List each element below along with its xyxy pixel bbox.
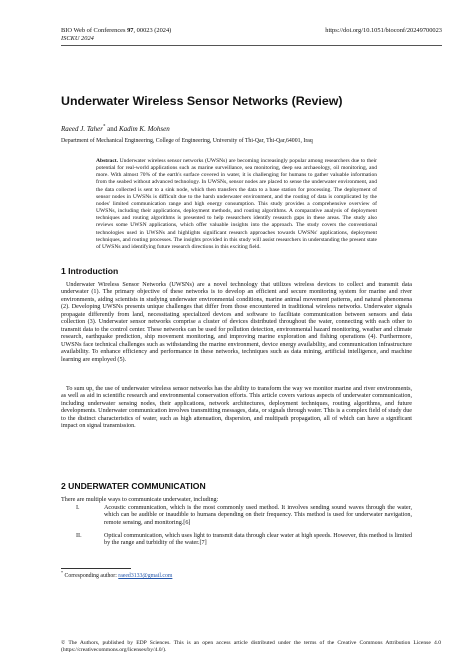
list-item-text: Acoustic communication, which is the most commonly used method. It involves sending sound waves through the water, which can be audible or inaudible to humans depending on their frequency. This method is used for underwater navigation, remote sensing, and monitoring.[6]: [104, 505, 412, 526]
conference-name: ISCKU 2024: [61, 35, 94, 42]
list-item-text: Optical communication, which uses light to transmit data through clear water at high speeds. However, this method is limited by the range and turbidity of the water.[7]: [104, 533, 412, 547]
corresponding-email-link[interactable]: raeed3133@gmail.com: [118, 573, 173, 579]
section-2-intro: There are multiple ways to communicate underwater, including:: [61, 497, 219, 503]
section-1-heading: 1 Introduction: [61, 266, 119, 276]
abstract: [96, 158, 377, 251]
author-connector: and: [105, 125, 119, 133]
footnote: [61, 570, 173, 579]
author-line: [61, 125, 170, 133]
section-2-heading: 2 UNDERWATER COMMUNICATION: [61, 481, 206, 491]
footnote-divider: [61, 568, 131, 569]
journal-suffix: , 00023 (2024): [133, 27, 172, 34]
doi-link[interactable]: https://doi.org/10.1051/bioconf/20249700023: [325, 27, 442, 34]
footnote-mark: *: [61, 570, 64, 576]
affiliation: Department of Mechanical Engineering, College of Engineering, University of Thi-Qar, Thi-Qar,64001, Iraq: [61, 138, 313, 144]
journal-volume: 97: [127, 27, 134, 34]
abstract-text: Underwater wireless sensor networks (UWSNs) are becoming increasingly popular among researchers due to their potential for real-world applications such as marine surveillance, sea monitoring, deep sea archaeology, oil monitoring, and more. With almost 70% of the earth's surface covered in water, it is challenging for humans to gather valuable information from the seabed without advanced technology. In UWSNs, sensor nodes are placed to sense the underwater environment, and the data collected is sent to a sink node, which then transfers the data to a base station for processing. The deployment of sensor nodes in UWSNs is difficult due to the harsh underwater environment, and the routing of data is complicated by the nodes' limited communication range and high energy consumption. This study provides a comprehensive overview of UWSNs, including their applications, deployment methods, and routing algorithms. A comparative analysis of deployment techniques and routing algorithms is presented to help researchers identify research gaps in these areas. The study also reviews some UWSN applications, which offer valuable insights into the approach. The study covers the conventional technologies used in UWSNs and highlights significant research approaches towards UWSNs' applications, deployment techniques, and routing processes. The insights provided in this study will assist researchers in understanding the present state of UWSNs and identifying future research directions in this exciting field.: [96, 158, 377, 250]
abstract-label: Abstract.: [96, 158, 119, 164]
journal-prefix: BIO Web of Conferences: [61, 27, 128, 34]
section-1-paragraph-1: Underwater Wireless Sensor Networks (UWSNs) are a novel technology that utilizes wireless devices to collect and transmit data underwater (1). The primary objective of these networks is to develop an efficient and secure monitoring system for marine and river environments, aiding scientists in studying underwater environmental conditions, marine animal movement patterns, and natural phenomena (2). Developing UWSNs presents unique challenges that differ from those encountered in traditional wireless networks. Underwater signals propagate differently from land, necessitating specialized devices and software to facilitate communication between sensors and data collection (3). Underwater sensor networks comprise a cluster of devices distributed throughout the water, connecting with each other to transmit data to the control center. These networks can be used for pollution detection, environmental hazard monitoring, weather and climate research, earthquake prediction, ship movement monitoring, and improving marine exploration and fishing operations (4). Furthermore, UWSNs face technical challenges such as withstanding the marine environment, device energy availability, and communication infrastructure availability. To enhance efficiency and performance in these networks, techniques such as data mining, artificial intelligence, and machine learning are employed (5).: [61, 282, 412, 363]
copyright-notice: © The Authors, published by EDP Sciences. This is an open access article distributed under the terms of the Creative Commons Attribution License 4.0 (https://creativecommons.org/licenses/by/4.0/).: [61, 640, 441, 653]
list-item-number: I.: [76, 505, 80, 511]
author-2: Kadim K. Mohsen: [119, 125, 170, 133]
running-header: [61, 27, 171, 43]
paper-title: Underwater Wireless Sensor Networks (Review): [61, 94, 343, 108]
journal-line: [61, 27, 171, 35]
footnote-label: Corresponding author:: [63, 573, 119, 579]
list-item-number: II.: [76, 533, 82, 539]
author-1: Raeed J. Taher: [61, 125, 103, 133]
header-divider: [61, 45, 442, 46]
section-1-paragraph-2: To sum up, the use of underwater wireless sensor networks has the ability to transform the way we monitor marine and river environments, as well as aid in scientific research and environmental conservation efforts. This article covers various aspects of underwater communication, including underwater sensing nodes, their applications, network architectures, deployment techniques, routing algorithms, and future developments. Underwater communication involves transmitting messages, data, or signals through water. This is a complex field of study due to the distinct characteristics of water, such as high attenuation, dispersion, and multipath propagation, all of which can have a significant impact on signal transmission.: [61, 386, 412, 430]
corresponding-mark: *: [102, 124, 106, 130]
